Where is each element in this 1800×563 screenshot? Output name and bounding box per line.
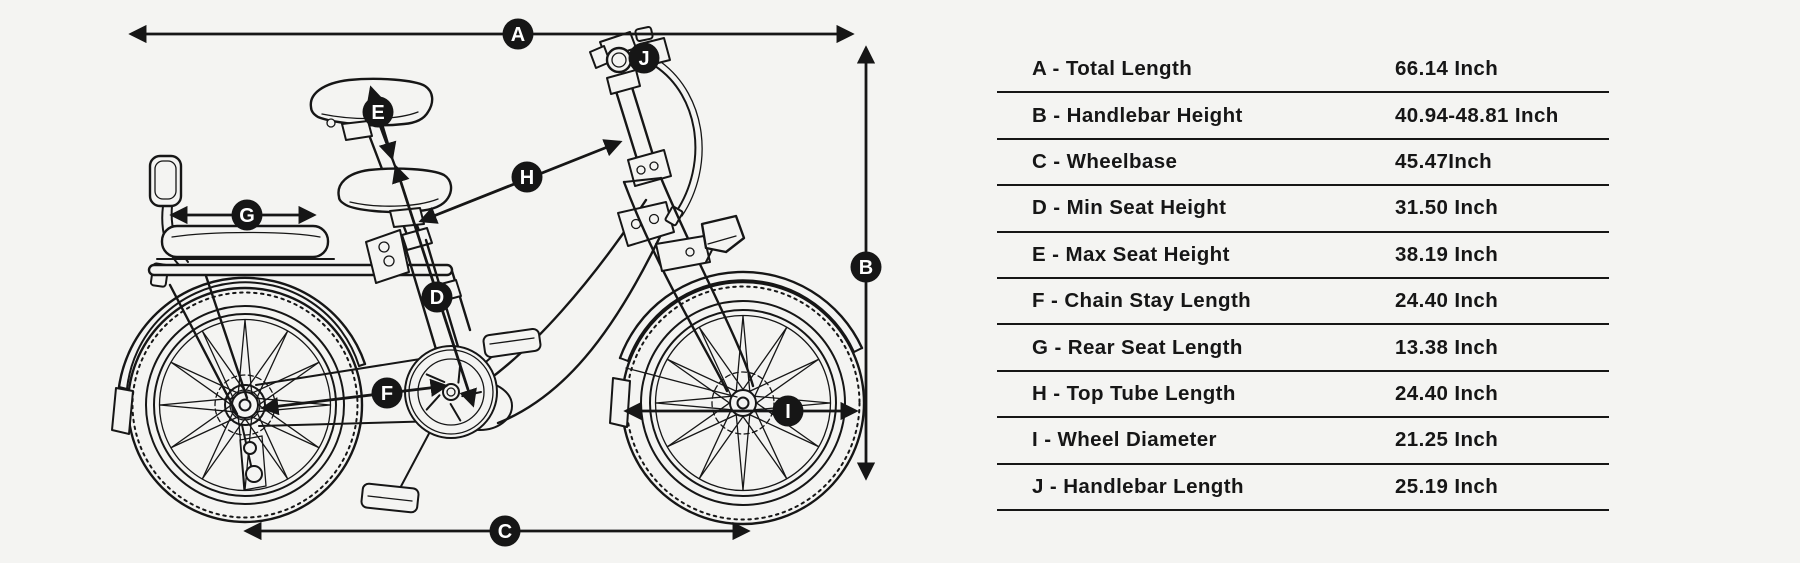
marker-j-badge: [629, 43, 660, 74]
front-wheel: [622, 282, 864, 524]
svg-text:C: C: [497, 521, 513, 543]
spec-label: J - Handlebar Length: [1032, 474, 1244, 498]
spec-label: I - Wheel Diameter: [1032, 428, 1217, 452]
spec-value: 38.19 Inch: [1395, 242, 1499, 266]
spec-row-rear-seat-length: [997, 325, 1609, 371]
svg-text:D: D: [429, 287, 445, 309]
lower-saddle: [339, 169, 452, 227]
spec-label: F - Chain Stay Length: [1032, 289, 1252, 313]
spec-row-max-seat-height: [997, 233, 1609, 279]
svg-text:E: E: [371, 102, 385, 124]
spec-value: 31.50 Inch: [1395, 196, 1499, 220]
bike-drawing: [112, 26, 864, 524]
marker-f-badge: [372, 378, 403, 409]
spec-row-wheel-diameter: [997, 418, 1609, 464]
spec-label: H - Top Tube Length: [1032, 381, 1236, 405]
spec-value: 13.38 Inch: [1395, 335, 1499, 359]
crankset: [361, 328, 541, 513]
svg-text:G: G: [239, 205, 255, 227]
spec-value: 66.14 Inch: [1395, 57, 1499, 81]
spec-row-top-tube-length: [997, 372, 1609, 418]
marker-c-badge: [490, 516, 521, 547]
marker-i-badge: [773, 396, 804, 427]
svg-text:A: A: [510, 24, 526, 46]
spec-value: 24.40 Inch: [1395, 289, 1499, 313]
marker-h-badge: [512, 162, 543, 193]
spec-label: G - Rear Seat Length: [1032, 335, 1243, 359]
svg-text:B: B: [858, 257, 874, 279]
marker-g-badge: [232, 200, 263, 231]
spec-row-wheelbase: [997, 140, 1609, 186]
spec-value: 45.47Inch: [1395, 149, 1493, 173]
marker-e-badge: [363, 97, 394, 128]
spec-row-total-length: [997, 47, 1609, 93]
spec-label: E - Max Seat Height: [1032, 242, 1230, 266]
marker-a-badge: [503, 19, 534, 50]
svg-text:I: I: [785, 401, 791, 423]
spec-row-handlebar-height: [997, 93, 1609, 139]
spec-row-chain-stay-length: [997, 279, 1609, 325]
spec-label: C - Wheelbase: [1032, 149, 1178, 173]
svg-text:J: J: [638, 48, 650, 70]
spec-value: 40.94-48.81 Inch: [1395, 103, 1559, 127]
spec-value: 21.25 Inch: [1395, 428, 1499, 452]
spec-row-min-seat-height: [997, 186, 1609, 232]
spec-value: 25.19 Inch: [1395, 474, 1499, 498]
marker-b-badge: [851, 252, 882, 283]
spec-label: D - Min Seat Height: [1032, 196, 1227, 220]
spec-label: A - Total Length: [1032, 57, 1193, 81]
svg-text:H: H: [519, 167, 535, 189]
svg-text:F: F: [380, 383, 394, 405]
spec-label: B - Handlebar Height: [1032, 103, 1243, 127]
rear-wheel: [128, 288, 362, 522]
marker-d-badge: [422, 282, 453, 313]
spec-row-handlebar-length: [997, 465, 1609, 511]
spec-value: 24.40 Inch: [1395, 381, 1499, 405]
spec-table: [997, 47, 1609, 511]
